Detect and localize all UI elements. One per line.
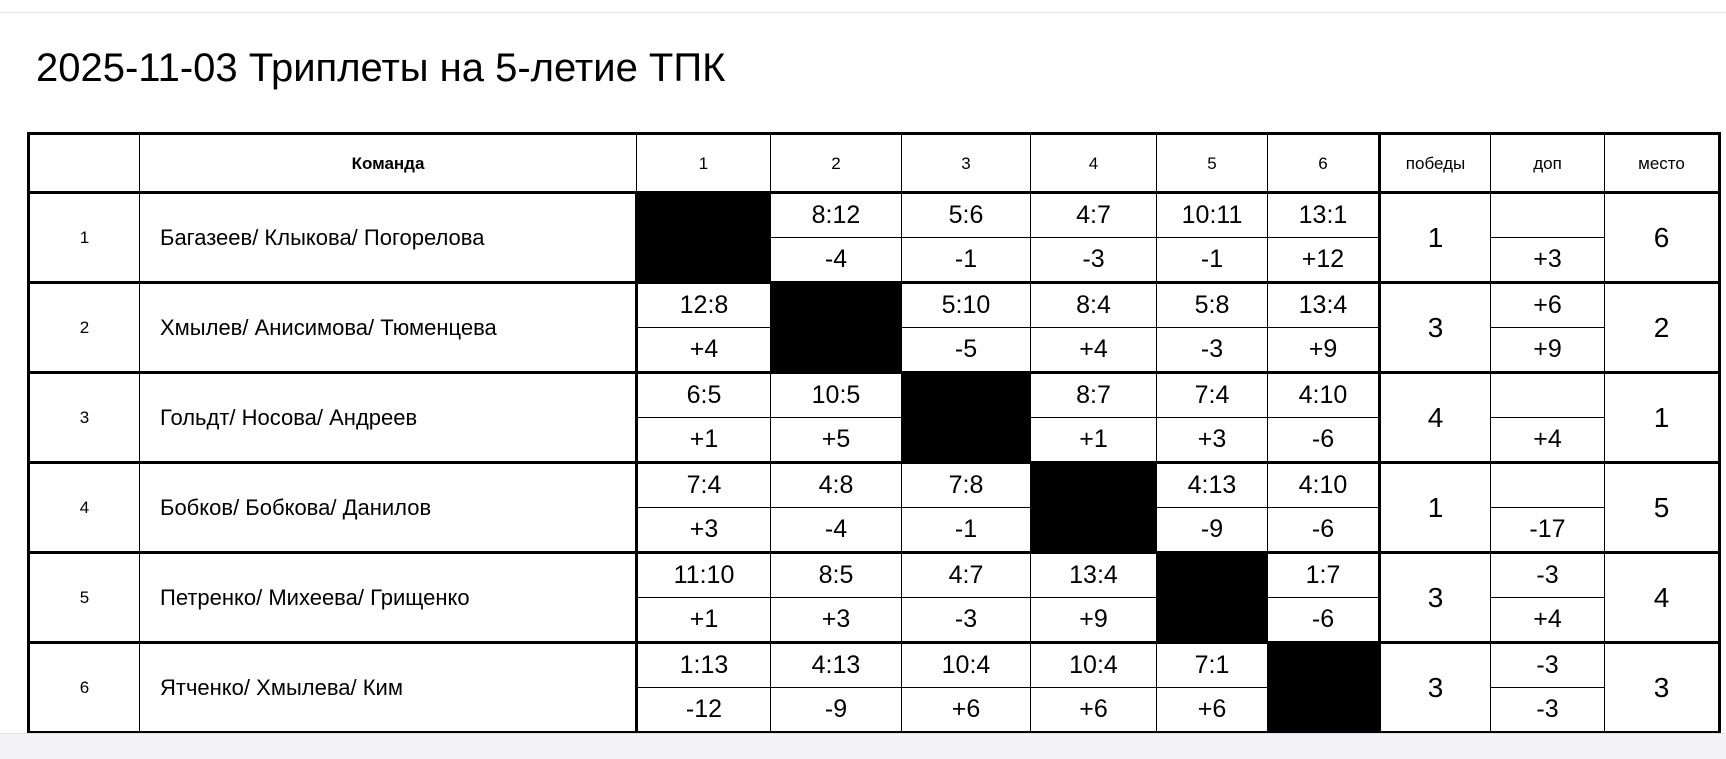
wins-cell: 1: [1380, 463, 1491, 553]
diff-cell: +4: [1031, 328, 1157, 373]
extra-cell-top: [1491, 463, 1605, 508]
score-cell: 12:8: [637, 283, 771, 328]
team-name: Петренко/ Михеева/ Грищенко: [140, 553, 637, 643]
team-name: Бобков/ Бобкова/ Данилов: [140, 463, 637, 553]
team-number: 4: [29, 463, 140, 553]
extra-cell-top: -3: [1491, 553, 1605, 598]
score-cell: 5:8: [1157, 283, 1268, 328]
bottom-band: [0, 733, 1726, 759]
extra-cell-top: [1491, 373, 1605, 418]
diff-cell: +5: [771, 418, 902, 463]
diff-cell: -1: [1157, 238, 1268, 283]
team-row-top: [29, 463, 1720, 508]
diff-cell: -12: [637, 688, 771, 733]
top-divider: [0, 12, 1726, 13]
extra-cell-bottom: +4: [1491, 418, 1605, 463]
score-cell: 4:8: [771, 463, 902, 508]
diff-cell: -3: [1031, 238, 1157, 283]
header-wins: победы: [1380, 134, 1491, 193]
header-row: [29, 134, 1720, 193]
place-cell: 6: [1605, 193, 1720, 283]
diff-cell: +1: [637, 418, 771, 463]
extra-cell-top: -3: [1491, 643, 1605, 688]
score-cell: 13:4: [1268, 283, 1380, 328]
score-cell: 7:8: [902, 463, 1031, 508]
self-match-cell: [1031, 463, 1157, 553]
score-cell: 4:10: [1268, 373, 1380, 418]
team-row-top: [29, 643, 1720, 688]
wins-cell: 4: [1380, 373, 1491, 463]
diff-cell: +6: [1157, 688, 1268, 733]
diff-cell: +9: [1268, 328, 1380, 373]
diff-cell: +3: [637, 508, 771, 553]
team-row-top: [29, 193, 1720, 238]
score-cell: 13:4: [1031, 553, 1157, 598]
standings-table: [27, 132, 1721, 734]
score-cell: 8:12: [771, 193, 902, 238]
extra-cell-bottom: +3: [1491, 238, 1605, 283]
extra-cell-bottom: +4: [1491, 598, 1605, 643]
score-cell: 7:4: [1157, 373, 1268, 418]
diff-cell: +1: [637, 598, 771, 643]
wins-cell: 3: [1380, 283, 1491, 373]
extra-cell-top: [1491, 193, 1605, 238]
score-cell: 11:10: [637, 553, 771, 598]
team-row-top: [29, 373, 1720, 418]
extra-cell-top: +6: [1491, 283, 1605, 328]
self-match-cell: [1157, 553, 1268, 643]
place-cell: 2: [1605, 283, 1720, 373]
score-cell: 10:4: [902, 643, 1031, 688]
header-num: [29, 134, 140, 193]
extra-cell-bottom: -3: [1491, 688, 1605, 733]
self-match-cell: [771, 283, 902, 373]
diff-cell: -6: [1268, 598, 1380, 643]
diff-cell: -3: [902, 598, 1031, 643]
score-cell: 4:10: [1268, 463, 1380, 508]
score-cell: 4:13: [771, 643, 902, 688]
score-cell: 1:13: [637, 643, 771, 688]
score-cell: 4:13: [1157, 463, 1268, 508]
diff-cell: -4: [771, 238, 902, 283]
score-cell: 5:6: [902, 193, 1031, 238]
page-title: 2025-11-03 Триплеты на 5-летие ТПК: [36, 46, 726, 90]
wins-cell: 3: [1380, 643, 1491, 733]
diff-cell: -1: [902, 238, 1031, 283]
diff-cell: +12: [1268, 238, 1380, 283]
diff-cell: +9: [1031, 598, 1157, 643]
score-cell: 7:4: [637, 463, 771, 508]
header-game-5: 5: [1157, 134, 1268, 193]
score-cell: 8:5: [771, 553, 902, 598]
team-number: 5: [29, 553, 140, 643]
self-match-cell: [1268, 643, 1380, 733]
header-extra: доп: [1491, 134, 1605, 193]
score-cell: 1:7: [1268, 553, 1380, 598]
place-cell: 4: [1605, 553, 1720, 643]
header-game-2: 2: [771, 134, 902, 193]
team-number: 3: [29, 373, 140, 463]
team-row-top: [29, 553, 1720, 598]
score-cell: 8:4: [1031, 283, 1157, 328]
score-cell: 8:7: [1031, 373, 1157, 418]
diff-cell: -9: [1157, 508, 1268, 553]
score-cell: 10:4: [1031, 643, 1157, 688]
team-number: 2: [29, 283, 140, 373]
wins-cell: 1: [1380, 193, 1491, 283]
extra-cell-bottom: +9: [1491, 328, 1605, 373]
diff-cell: +6: [902, 688, 1031, 733]
team-name: Гольдт/ Носова/ Андреев: [140, 373, 637, 463]
place-cell: 1: [1605, 373, 1720, 463]
self-match-cell: [637, 193, 771, 283]
extra-cell-bottom: -17: [1491, 508, 1605, 553]
diff-cell: -3: [1157, 328, 1268, 373]
diff-cell: -1: [902, 508, 1031, 553]
score-cell: 4:7: [902, 553, 1031, 598]
team-number: 6: [29, 643, 140, 733]
diff-cell: -6: [1268, 508, 1380, 553]
header-place: место: [1605, 134, 1720, 193]
team-number: 1: [29, 193, 140, 283]
diff-cell: +3: [771, 598, 902, 643]
diff-cell: -9: [771, 688, 902, 733]
score-cell: 10:11: [1157, 193, 1268, 238]
diff-cell: +1: [1031, 418, 1157, 463]
diff-cell: -5: [902, 328, 1031, 373]
score-cell: 5:10: [902, 283, 1031, 328]
diff-cell: +4: [637, 328, 771, 373]
score-cell: 13:1: [1268, 193, 1380, 238]
team-row-top: [29, 283, 1720, 328]
header-game-1: 1: [637, 134, 771, 193]
team-name: Хмылев/ Анисимова/ Тюменцева: [140, 283, 637, 373]
diff-cell: -4: [771, 508, 902, 553]
team-name: Багазеев/ Клыкова/ Погорелова: [140, 193, 637, 283]
score-cell: 7:1: [1157, 643, 1268, 688]
header-game-6: 6: [1268, 134, 1380, 193]
header-game-3: 3: [902, 134, 1031, 193]
diff-cell: +3: [1157, 418, 1268, 463]
place-cell: 5: [1605, 463, 1720, 553]
header-team: Команда: [140, 134, 637, 193]
team-name: Ятченко/ Хмылева/ Ким: [140, 643, 637, 733]
header-game-4: 4: [1031, 134, 1157, 193]
score-cell: 4:7: [1031, 193, 1157, 238]
diff-cell: -6: [1268, 418, 1380, 463]
self-match-cell: [902, 373, 1031, 463]
score-cell: 10:5: [771, 373, 902, 418]
wins-cell: 3: [1380, 553, 1491, 643]
place-cell: 3: [1605, 643, 1720, 733]
diff-cell: +6: [1031, 688, 1157, 733]
score-cell: 6:5: [637, 373, 771, 418]
